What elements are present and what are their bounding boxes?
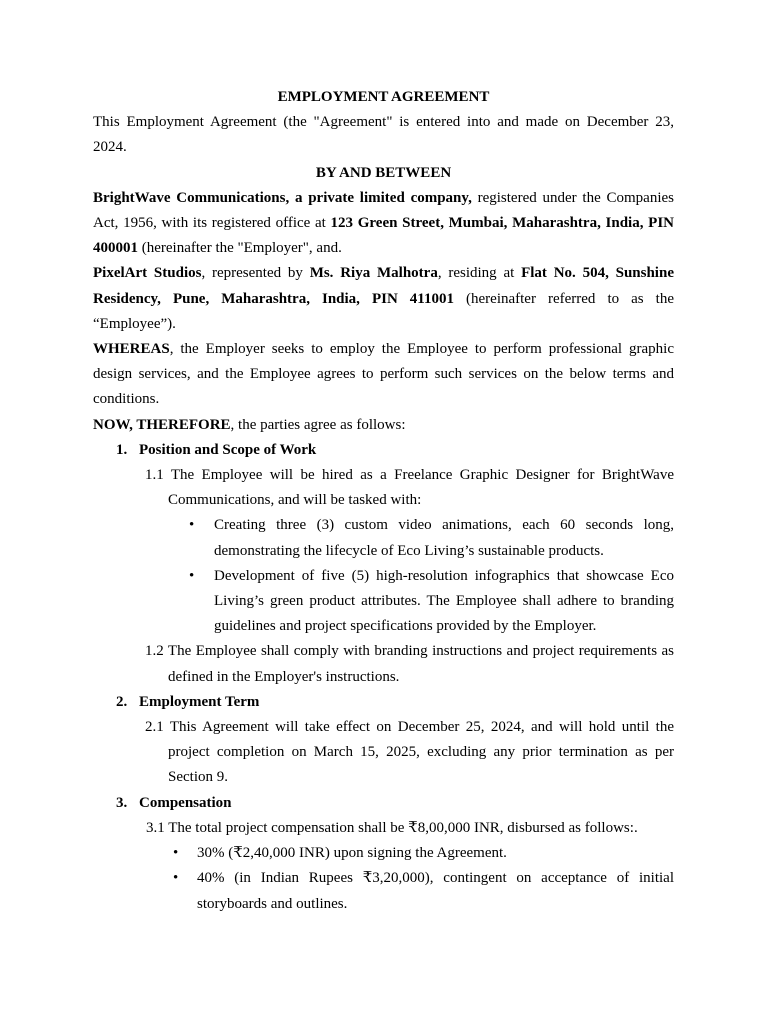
section-heading-1 (116, 438, 674, 463)
list-item (93, 513, 674, 563)
document-title: EMPLOYMENT AGREEMENT (277, 89, 490, 105)
employee-text-3: (hereinafter referred to as the “Employee”). (93, 290, 674, 332)
bullet-icon: • (189, 567, 195, 584)
employee-paragraph (93, 261, 674, 337)
employer-address: 123 Green Street, Mumbai, Maharashtra, India, PIN 400001 (93, 215, 674, 257)
employer-text-1: registered under the Companies Act, 1956, with its registered office at (93, 189, 674, 232)
section-heading-2 (116, 690, 674, 715)
clause-3-1: 3.1 The total project compensation shall be ₹8,00,000 INR, disbursed as follows:. (146, 819, 638, 836)
clause-1-1: 1.1 The Employee will be hired as a Freelance Graphic Designer for BrightWave Communications, and will be tasked with: (145, 467, 674, 509)
list-item-text: 40% (in Indian Rupees ₹3,20,000), contingent on acceptance of initial storyboards and outlines. (197, 870, 674, 912)
now-therefore-paragraph (93, 413, 674, 438)
list-item (93, 564, 674, 640)
section-title-1: Position and Scope of Work (139, 441, 317, 458)
agreement-body (93, 85, 674, 917)
section-title-2: Employment Term (139, 693, 260, 710)
bullet-icon: • (173, 845, 179, 862)
section-number-3: 3. (116, 794, 128, 811)
intro-paragraph: This Employment Agreement (the "Agreement" is entered into and made on December 23, 2024. (93, 114, 674, 156)
section-number-1: 1. (116, 441, 128, 458)
clause-1-2: 1.2 The Employee shall comply with branding instructions and project requirements as defined in the Employer's instructions. (145, 643, 674, 685)
now-therefore-text: , the parties agree as follows: (230, 416, 406, 433)
section-heading-3 (116, 791, 674, 816)
whereas-label: WHEREAS (93, 341, 170, 358)
list-item-text: 30% (₹2,40,000 INR) upon signing the Agreement. (197, 845, 507, 862)
employee-name: PixelArt Studios (93, 265, 202, 282)
list-item-text: Creating three (3) custom video animations, each 60 seconds long, demonstrating the lifecycle of Eco Living’s sustainable products. (214, 517, 674, 559)
employer-text-2: (hereinafter the "Employer", and. (138, 240, 342, 257)
list-item (93, 866, 674, 916)
employer-name: BrightWave Communications, a private limited company, (93, 189, 472, 206)
parties-heading: BY AND BETWEEN (315, 164, 452, 181)
bullet-icon: • (173, 870, 179, 887)
employee-address: Flat No. 504, Sunshine Residency, Pune, Maharashtra, India, PIN 411001 (93, 265, 674, 307)
section-title-3: Compensation (139, 794, 232, 811)
bullet-icon: • (189, 517, 195, 534)
clause-2-1: 2.1 This Agreement will take effect on December 25, 2024, and will hold until the project completion on March 15, 2025, excluding any prior termination as per Section 9. (145, 719, 674, 786)
employer-paragraph (93, 186, 674, 262)
whereas-paragraph (93, 337, 674, 413)
employee-text-1: , represented by (201, 265, 310, 282)
employee-representative: Ms. Riya Malhotra (309, 265, 438, 282)
whereas-text: , the Employer seeks to employ the Employee to perform professional graphic design services, and the Employee agrees to perform such services on the below terms and conditions. (93, 341, 674, 408)
list-item-text: Development of five (5) high-resolution infographics that showcase Eco Living’s green product attributes. The Employee shall adhere to branding guidelines and project specifications provided by the Employer. (214, 567, 674, 635)
now-therefore-label: NOW, THEREFORE (93, 416, 231, 433)
employee-text-2: , residing at (437, 265, 522, 282)
list-item (93, 841, 674, 866)
section-number-2: 2. (116, 693, 128, 710)
